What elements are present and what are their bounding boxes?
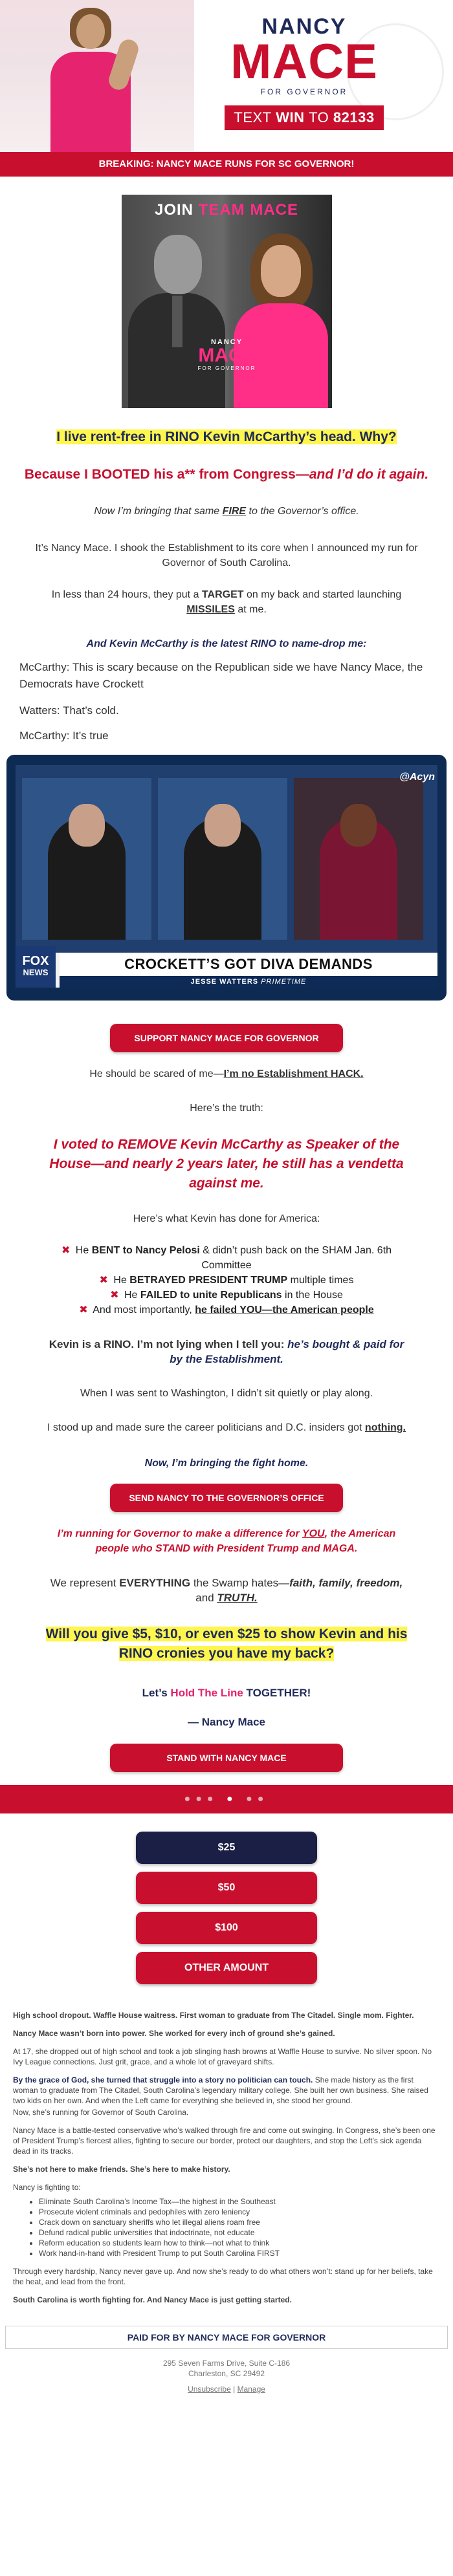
video-panel-mccarthy bbox=[158, 778, 287, 940]
bio-closing: South Carolina is worth fighting for. And Nancy Mace is just getting started. bbox=[13, 2295, 292, 2304]
list-item: • Reform education so students learn how to think—not what to think bbox=[39, 2238, 440, 2248]
video-show-name: JESSE WATTERS PRIMETIME bbox=[60, 976, 437, 988]
list-item: ✖ And most importantly, he failed YOU—the American people bbox=[79, 1304, 374, 1315]
transcript-mccarthy-2: McCarthy: It’s true bbox=[19, 730, 109, 742]
video-chyron: CROCKETT’S GOT DIVA DEMANDS bbox=[60, 953, 437, 976]
send-nancy-button[interactable]: SEND NANCY TO THE GOVERNOR’S OFFICE bbox=[110, 1484, 343, 1512]
fox-news-logo: FOX NEWS bbox=[16, 946, 56, 988]
nancy-intro-paragraph: It’s Nancy Mace. I shook the Establishment to its core when I announced my run for Governor of South Carolina. bbox=[35, 543, 418, 568]
x-mark-icon: ✖ bbox=[61, 1245, 71, 1256]
join-team-mace-image[interactable] bbox=[122, 195, 332, 408]
list-item: ✖ He BENT to Nancy Pelosi & didn’t push back on the SHAM Jan. 6th Committee bbox=[61, 1245, 392, 1271]
video-panel-host bbox=[22, 778, 151, 940]
booted-statement: Because I BOOTED his a** from Congress—and I’d do it again. bbox=[24, 467, 429, 482]
text-to-join-badge: TEXT WIN TO 82133 bbox=[225, 105, 383, 130]
we-represent-line: We represent EVERYTHING the Swamp hates—faith, family, freedom, and TRUTH. bbox=[50, 1577, 403, 1604]
transcript-mccarthy-1: McCarthy: This is scary because on the Republican side we have Nancy Mace, the Democrats have Crockett bbox=[19, 661, 423, 690]
video-watermark: @Acyn bbox=[399, 772, 435, 783]
stood-up-line: I stood up and made sure the career politicians and D.C. insiders got nothing. bbox=[47, 1422, 406, 1433]
bio-headline: High school dropout. Waffle House waitress. First woman to graduate from The Citadel. Single mom. Fighter. bbox=[13, 2011, 414, 2020]
list-item: • Eliminate South Carolina’s Income Tax—the highest in the Southeast bbox=[39, 2196, 440, 2207]
header-photo bbox=[0, 0, 194, 152]
bio-fighting-to: Nancy is fighting to: bbox=[13, 2183, 81, 2192]
donate-other-amount-button[interactable]: OTHER AMOUNT bbox=[136, 1952, 317, 1984]
bio-wasnt-born: Nancy Mace wasn’t born into power. She worked for every inch of ground she’s gained. bbox=[13, 2029, 335, 2038]
x-mark-icon: ✖ bbox=[79, 1304, 88, 1315]
hero-title: JOIN TEAM MACE bbox=[154, 201, 298, 219]
voted-to-remove-statement: I voted to REMOVE Kevin McCarthy as Speaker of the House—and nearly 2 years later, he still has a vendetta against me. bbox=[49, 1137, 404, 1191]
donate-amount-button[interactable]: $50 bbox=[136, 1872, 317, 1904]
list-item: ✖ He BETRAYED PRESIDENT TRUMP multiple times bbox=[99, 1275, 354, 1286]
bio-section bbox=[13, 2010, 440, 2305]
bio-through: Through every hardship, Nancy never gave up. And now she’s ready to do what others won’t: stand up for her beliefs, take the heat, and lead from the front. bbox=[13, 2267, 433, 2286]
stand-with-nancy-button[interactable]: STAND WITH NANCY MACE bbox=[110, 1744, 343, 1772]
hold-the-line-line: Let’s Hold The Line TOGETHER! bbox=[142, 1687, 311, 1699]
video-panel-crockett bbox=[294, 778, 423, 940]
footer-address-1: 295 Seven Farms Drive, Suite C-186 bbox=[162, 2359, 291, 2368]
donate-amount-button[interactable]: $25 bbox=[136, 1832, 317, 1864]
scared-of-me-line: He should be scared of me—I’m no Establishment HACK. bbox=[89, 1068, 364, 1079]
hero-photo-mace bbox=[231, 233, 328, 408]
bio-priorities-list bbox=[27, 2196, 440, 2258]
paid-for-disclaimer: PAID FOR BY NANCY MACE FOR GOVERNOR bbox=[5, 2326, 448, 2349]
list-item: • Prosecute violent criminals and pedophiles with zero leniency bbox=[39, 2207, 440, 2217]
fox-news-video-clip[interactable] bbox=[6, 755, 447, 1001]
latest-rino-line: And Kevin McCarthy is the latest RINO to name-drop me: bbox=[86, 638, 367, 649]
bio-conservative: Nancy Mace is a battle-tested conservative who’s walked through fire and come out swinging. In Congress, she’s been one of President Trump’s fiercest allies, fighting to secure our border, protect our daughters, and stop the Left’s sick agenda dead in its tracks. bbox=[13, 2126, 436, 2156]
donation-band: ●●● ● ●● bbox=[0, 1785, 453, 1813]
list-item: • Defund radical public universities that indoctrinate, not educate bbox=[39, 2227, 440, 2238]
bio-now-running: Now, she’s running for Governor of South Carolina. bbox=[13, 2108, 189, 2117]
footer: 295 Seven Farms Drive, Suite C-186 Charleston, SC 29492 Unsubscribe | Manage bbox=[0, 2358, 453, 2394]
target-paragraph: In less than 24 hours, they put a TARGET on my back and started launching MISSILES at me. bbox=[51, 589, 402, 615]
manage-link[interactable]: Manage bbox=[237, 2385, 265, 2394]
donation-ask: Will you give $5, $10, or even $25 to show Kevin and his RINO cronies you have my back? bbox=[45, 1627, 408, 1661]
what-kevin-has-done: Here’s what Kevin has done for America: bbox=[133, 1213, 320, 1224]
logo-for-governor: FOR GOVERNOR bbox=[260, 87, 348, 96]
bringing-fire-line: Now I’m bringing that same FIRE to the Governor’s office. bbox=[94, 506, 359, 517]
x-mark-icon: ✖ bbox=[99, 1275, 108, 1286]
headline-rent-free: I live rent-free in RINO Kevin McCarthy’s head. Why? bbox=[56, 429, 397, 444]
support-nancy-button[interactable]: SUPPORT NANCY MACE FOR GOVERNOR bbox=[110, 1024, 343, 1052]
heres-the-truth: Here’s the truth: bbox=[190, 1103, 263, 1114]
transcript-watters: Watters: That’s cold. bbox=[19, 704, 119, 717]
logo-last-name: MACE bbox=[230, 34, 378, 89]
campaign-logo bbox=[207, 14, 401, 130]
unsubscribe-link[interactable]: Unsubscribe bbox=[188, 2385, 231, 2394]
bio-at-17: At 17, she dropped out of high school and took a job slinging hash browns at Waffle House to survive. No silver spoon. No Ivy League connections. Just grit, grace, and a whole lot of graveyard shifts. bbox=[13, 2047, 432, 2066]
x-mark-icon: ✖ bbox=[110, 1290, 119, 1301]
list-item: • Work hand-in-hand with President Trump to put South Carolina FIRST bbox=[39, 2248, 440, 2258]
breaking-news-bar: BREAKING: NANCY MACE RUNS FOR SC GOVERNOR! bbox=[0, 152, 453, 177]
bio-history: She’s not here to make friends. She’s here to make history. bbox=[13, 2165, 230, 2174]
bringing-fight-home: Now, I’m bringing the fight home. bbox=[144, 1458, 309, 1469]
footer-address-2: Charleston, SC 29492 bbox=[188, 2369, 265, 2378]
hero-photo-mccarthy bbox=[128, 228, 225, 408]
hero-mace-logo: NANCY MACE FOR GOVERNOR bbox=[197, 338, 256, 371]
header-banner bbox=[0, 0, 453, 152]
kevin-is-rino-line: Kevin is a RINO. I’m not lying when I tell you: he’s bought & paid for by the Establishment. bbox=[49, 1338, 404, 1365]
signature: — Nancy Mace bbox=[188, 1716, 265, 1728]
bio-grace: By the grace of God, she turned that struggle into a story no politician can touch. She made history as the first woman to graduate from The Citadel, South Carolina’s legendary military college. She built her own business. She raised two kids on her own. And when the Left came for everything she believed in, she stood her ground. bbox=[13, 2075, 428, 2105]
list-item: • Crack down on sanctuary sheriffs who let illegal aliens roam free bbox=[39, 2217, 440, 2227]
running-for-governor-line: I’m running for Governor to make a difference for YOU, the American people who STAND with President Trump and MAGA. bbox=[57, 1528, 396, 1554]
washington-line: When I was sent to Washington, I didn’t sit quietly or play along. bbox=[80, 1388, 373, 1399]
kevin-failures-list bbox=[45, 1243, 408, 1317]
list-item: ✖ He FAILED to unite Republicans in the House bbox=[110, 1290, 343, 1301]
donate-amount-button[interactable]: $100 bbox=[136, 1912, 317, 1944]
logo-first-name: NANCY bbox=[261, 14, 347, 39]
